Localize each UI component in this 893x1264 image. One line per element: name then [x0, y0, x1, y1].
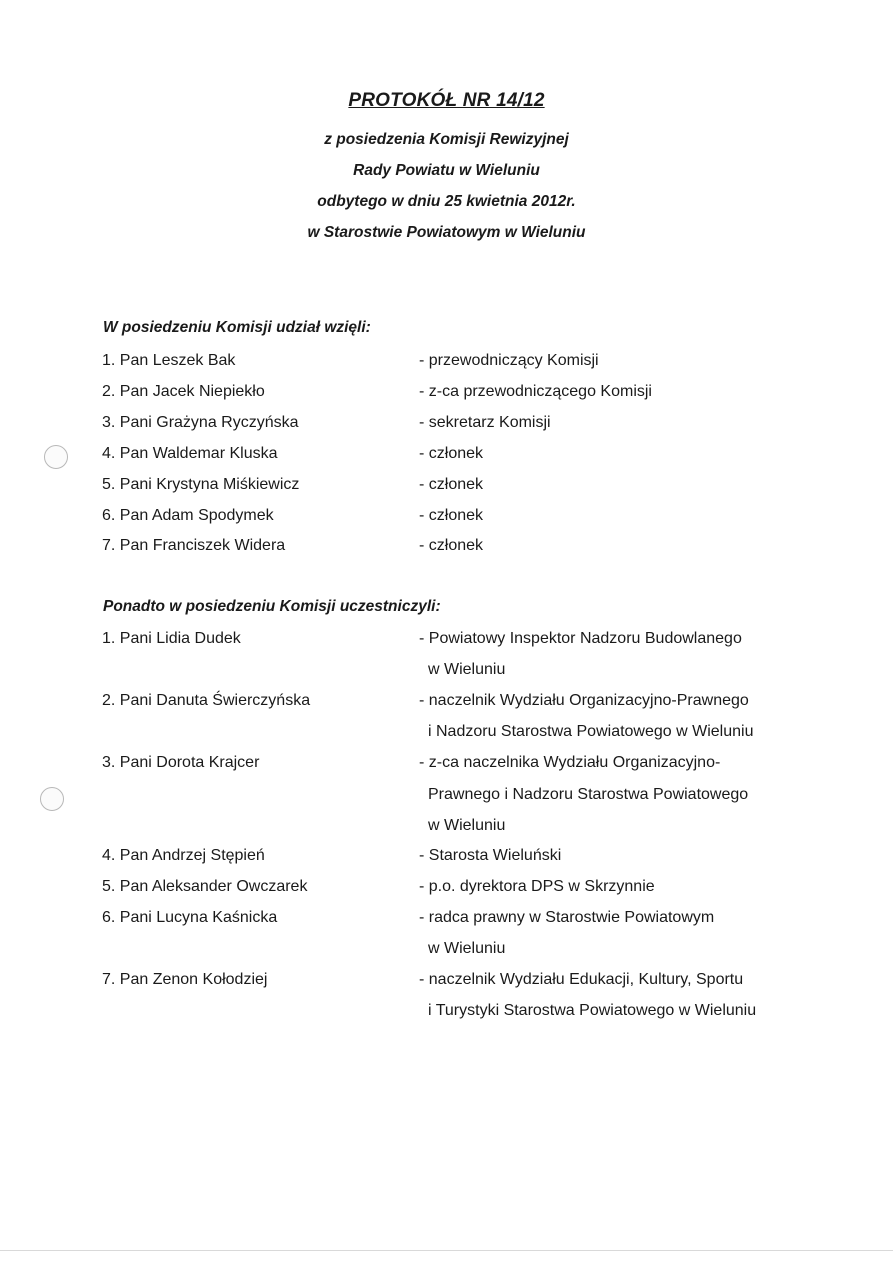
member-name: 2. Pan Jacek Niepiekło	[102, 383, 265, 400]
member-role: - członek	[419, 476, 484, 493]
participant-role: - naczelnik Wydziału Edukacji, Kultury, Sportu	[419, 971, 744, 988]
participant-role-continued: w Wieluniu	[428, 817, 506, 834]
participant-role: - naczelnik Wydziału Organizacyjno-Prawnego	[419, 692, 749, 709]
participant-role-continued: w Wieluniu	[428, 661, 506, 678]
member-name: 4. Pan Waldemar Kluska	[102, 445, 278, 462]
participant-name: 7. Pan Zenon Kołodziej	[102, 971, 268, 988]
participant-name: 2. Pani Danuta Świerczyńska	[102, 692, 311, 709]
participant-role: - Powiatowy Inspektor Nadzoru Budowlanego	[419, 630, 742, 647]
member-name: 3. Pani Grażyna Ryczyńska	[102, 414, 299, 431]
member-name: 5. Pani Krystyna Miśkiewicz	[102, 476, 300, 493]
participant-role-continued: Prawnego i Nadzoru Starostwa Powiatowego	[428, 786, 749, 803]
participant-role: - z-ca naczelnika Wydziału Organizacyjno-	[419, 754, 721, 771]
member-role: - z-ca przewodniczącego Komisji	[419, 383, 652, 400]
participant-role-continued: i Nadzoru Starostwa Powiatowego w Wieluniu	[428, 723, 754, 740]
page-edge-line	[0, 1250, 893, 1251]
participant-role: - p.o. dyrektora DPS w Skrzynnie	[419, 878, 655, 895]
punch-hole-icon	[40, 787, 64, 811]
participant-name: 1. Pani Lidia Dudek	[102, 630, 241, 647]
punch-hole-icon	[44, 445, 68, 469]
participant-role: - Starosta Wieluński	[419, 847, 562, 864]
subtitle-line: w Starostwie Powiatowym w Wieluniu	[307, 224, 586, 241]
participant-name: 6. Pani Lucyna Kaśnicka	[102, 909, 278, 926]
participant-name: 3. Pani Dorota Krajcer	[102, 754, 260, 771]
participant-role: - radca prawny w Starostwie Powiatowym	[419, 909, 715, 926]
member-role: - sekretarz Komisji	[419, 414, 551, 431]
participant-name: 5. Pan Aleksander Owczarek	[102, 878, 308, 895]
participant-role-continued: i Turystyki Starostwa Powiatowego w Wieluniu	[428, 1002, 757, 1019]
subtitle-line: odbytego w dniu 25 kwietnia 2012r.	[317, 193, 576, 210]
member-name: 6. Pan Adam Spodymek	[102, 507, 274, 524]
member-role: - przewodniczący Komisji	[419, 352, 599, 369]
participants-heading: Ponadto w posiedzeniu Komisji uczestniczyli:	[103, 598, 441, 615]
participant-name: 4. Pan Andrzej Stępień	[102, 847, 265, 864]
protocol-title: PROTOKÓŁ NR 14/12	[348, 90, 545, 111]
subtitle-line: z posiedzenia Komisji Rewizyjnej	[324, 131, 569, 148]
subtitle-line: Rady Powiatu w Wieluniu	[353, 162, 540, 179]
members-heading: W posiedzeniu Komisji udział wzięli:	[103, 319, 371, 336]
member-name: 1. Pan Leszek Bak	[102, 352, 236, 369]
member-role: - członek	[419, 537, 484, 554]
member-role: - członek	[419, 445, 484, 462]
member-name: 7. Pan Franciszek Widera	[102, 537, 286, 554]
participant-role-continued: w Wieluniu	[428, 940, 506, 957]
member-role: - członek	[419, 507, 484, 524]
